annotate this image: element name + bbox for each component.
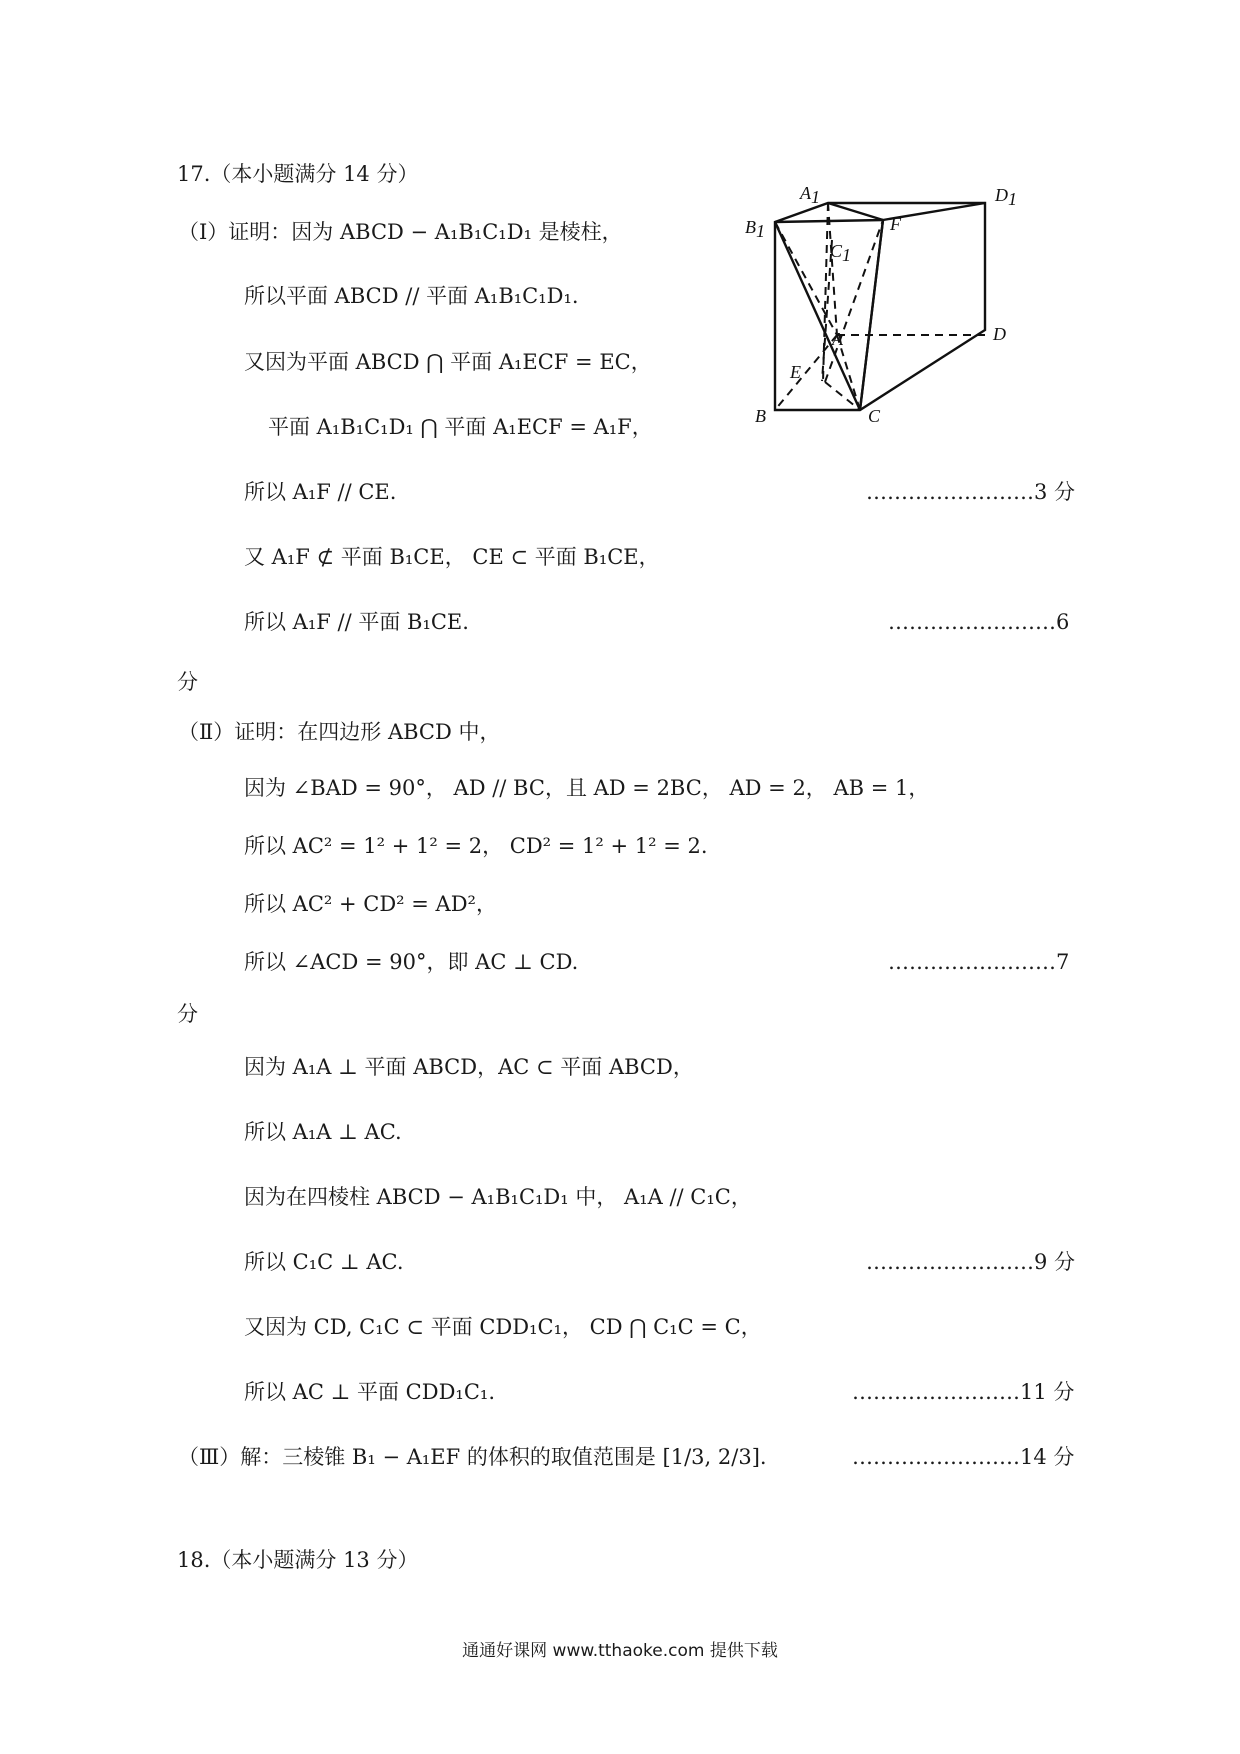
part1-line-3: 又因为平面 ABCD ⋂ 平面 A₁ECF = EC， [244, 350, 652, 374]
label-D1: D1 [995, 185, 1017, 209]
part2-line-11: 所以 AC ⊥ 平面 CDD₁C₁. [244, 1380, 496, 1404]
part1-line-5: 所以 A₁F // CE. [244, 480, 397, 504]
part1-line-6: 又 A₁F ⊄ 平面 B₁CE， CE ⊂ 平面 B₁CE， [244, 545, 660, 569]
label-F: F [890, 214, 901, 234]
part1-line-7: 所以 A₁F // 平面 B₁CE. [244, 610, 469, 634]
part1-line-2: 所以平面 ABCD // 平面 A₁B₁C₁D₁. [244, 284, 579, 308]
wrapped-fen-2: 分 [177, 1002, 198, 1026]
part2-line-6: 因为 A₁A ⊥ 平面 ABCD，AC ⊂ 平面 ABCD， [244, 1055, 694, 1079]
points-7: ……………………7 [888, 950, 1070, 974]
part2-line-7: 所以 A₁A ⊥ AC. [244, 1120, 402, 1144]
part2-line-9: 所以 C₁C ⊥ AC. [244, 1250, 404, 1274]
points-9: ……………………9 分 [866, 1250, 1076, 1274]
part2-line-10: 又因为 CD, C₁C ⊂ 平面 CDD₁C₁， CD ⋂ C₁C = C， [244, 1315, 762, 1339]
label-A1: A1 [800, 185, 820, 207]
part2-line-1: （Ⅱ）证明：在四边形 ABCD 中， [178, 720, 501, 744]
points-3: ……………………3 分 [866, 480, 1076, 504]
part2-line-3: 所以 AC² = 1² + 1² = 2， CD² = 1² + 1² = 2. [244, 834, 708, 858]
part3-line: （Ⅲ）解：三棱锥 B₁ − A₁EF 的体积的取值范围是 [1/3, 2/3]. [178, 1445, 767, 1469]
part2-line-4: 所以 AC² + CD² = AD²， [244, 892, 497, 916]
part2-line-8: 因为在四棱柱 ABCD − A₁B₁C₁D₁ 中， A₁A // C₁C， [244, 1185, 752, 1209]
points-11: ……………………11 分 [852, 1380, 1075, 1404]
part1-line-4: 平面 A₁B₁C₁D₁ ⋂ 平面 A₁ECF = A₁F， [268, 415, 653, 439]
label-C1: C1 [830, 241, 852, 265]
problem-18-heading: 18.（本小题满分 13 分） [177, 1548, 419, 1572]
footer-source: 通通好课网 www.tthaoke.com 提供下载 [462, 1641, 778, 1661]
label-A: A [832, 329, 843, 349]
label-C: C [868, 406, 881, 425]
problem-17-heading: 17.（本小题满分 14 分） [177, 162, 419, 186]
points-14: ……………………14 分 [852, 1445, 1075, 1469]
part1-line-1: （Ⅰ）证明：因为 ABCD − A₁B₁C₁D₁ 是棱柱， [178, 220, 623, 244]
part2-line-5: 所以 ∠ACD = 90°，即 AC ⊥ CD. [244, 950, 579, 974]
label-E: E [790, 362, 801, 382]
prism-figure [740, 185, 1040, 425]
points-6: ……………………6 [888, 610, 1070, 634]
label-B1: B1 [745, 217, 765, 241]
wrapped-fen-1: 分 [177, 670, 198, 694]
label-B: B [755, 406, 766, 425]
label-D: D [993, 324, 1006, 344]
part2-line-2: 因为 ∠BAD = 90°， AD // BC，且 AD = 2BC， AD = 2， AB = 1， [244, 776, 930, 800]
